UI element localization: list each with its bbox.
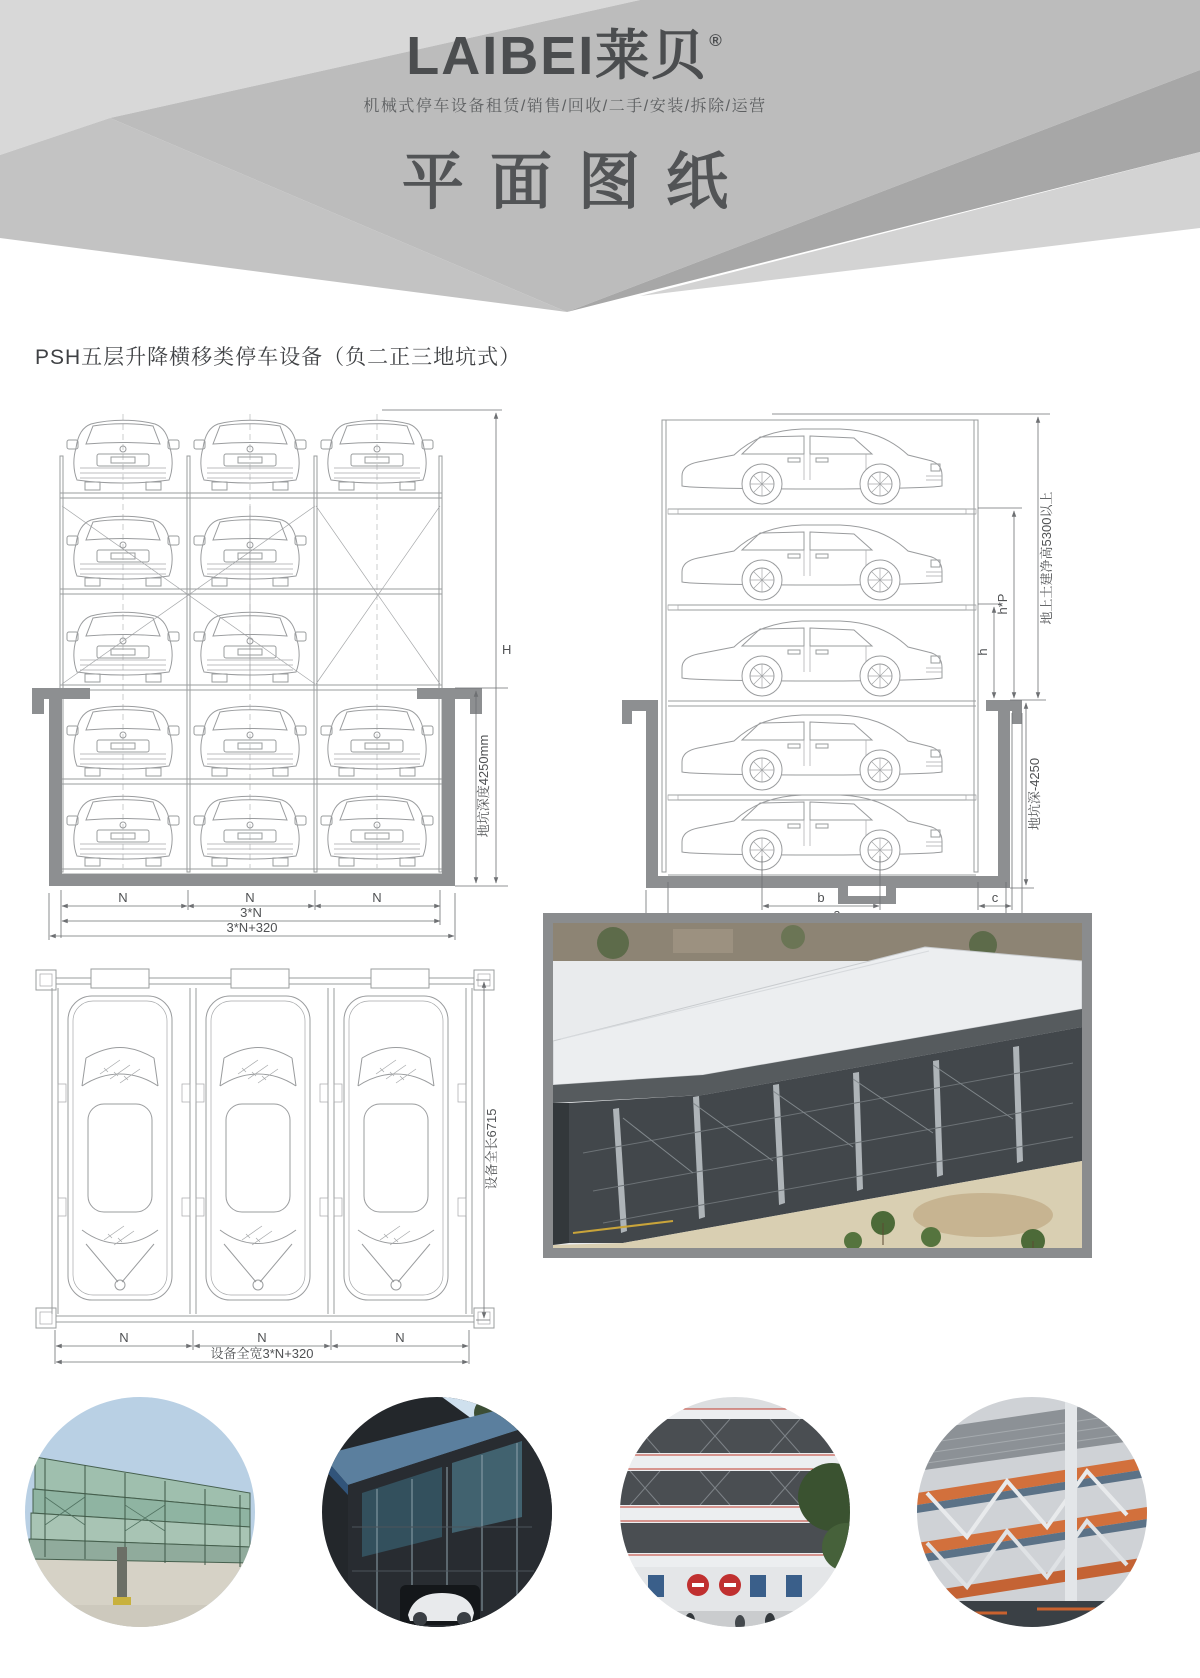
plan-dim-width: 设备全宽3*N+320 <box>210 1346 314 1361</box>
dim-n3: N <box>372 890 382 905</box>
front-elevation-drawing <box>32 398 512 943</box>
side-cars <box>682 429 942 870</box>
plan-structure <box>36 969 494 1328</box>
brand-logo: LAIBEI莱贝 ® <box>406 26 724 86</box>
gallery-photo-4 <box>917 1397 1147 1627</box>
section-title: PSH五层升降横移类停车设备（负二正三地坑式） <box>35 346 522 369</box>
brand-tagline: 机械式停车设备租赁/销售/回收/二手/安装/拆除/运营 <box>363 97 767 115</box>
plan-dim-n2: N <box>257 1330 267 1345</box>
dim-label-length: 设备全长6715 <box>484 1108 499 1190</box>
dim-3n320: 3*N+320 <box>226 920 278 935</box>
gallery-photo-1 <box>25 1397 255 1627</box>
dim-label-clear-height: 地上土建净高5300以上 <box>1039 491 1054 625</box>
front-pit <box>32 688 482 886</box>
plan-view-drawing <box>32 948 502 1368</box>
gallery-photo-2 <box>322 1397 552 1627</box>
side-elevation-drawing <box>622 398 1062 953</box>
dim-label-b: b <box>817 890 825 905</box>
dim-label-hp: h*P <box>995 593 1010 615</box>
plan-dim-n3: N <box>395 1330 405 1345</box>
dim-label-pit: 地坑深-4250 <box>1027 757 1042 831</box>
dim-label-c: c <box>991 890 999 905</box>
header-banner <box>0 0 1200 330</box>
photo-gallery <box>0 1397 1200 1627</box>
gallery-photo-3 <box>620 1397 850 1627</box>
dim-n1: N <box>118 890 128 905</box>
dim-label-H: H <box>502 642 512 657</box>
page-title: 平面图纸 <box>401 147 755 217</box>
main-photo <box>543 913 1092 1258</box>
dim-n2: N <box>245 890 255 905</box>
plan-dimensions <box>55 980 499 1364</box>
dim-label-h: h <box>975 648 990 656</box>
dim-label-pit-depth: 地坑深度4250mm <box>476 734 491 838</box>
main-photo-art <box>553 923 1082 1248</box>
plan-cars <box>68 996 448 1300</box>
side-pit <box>622 700 1022 904</box>
plan-dim-n1: N <box>119 1330 129 1345</box>
side-dimensions <box>646 414 1054 942</box>
registered-mark-icon: ® <box>709 31 724 50</box>
dim-3n: 3*N <box>240 905 262 920</box>
